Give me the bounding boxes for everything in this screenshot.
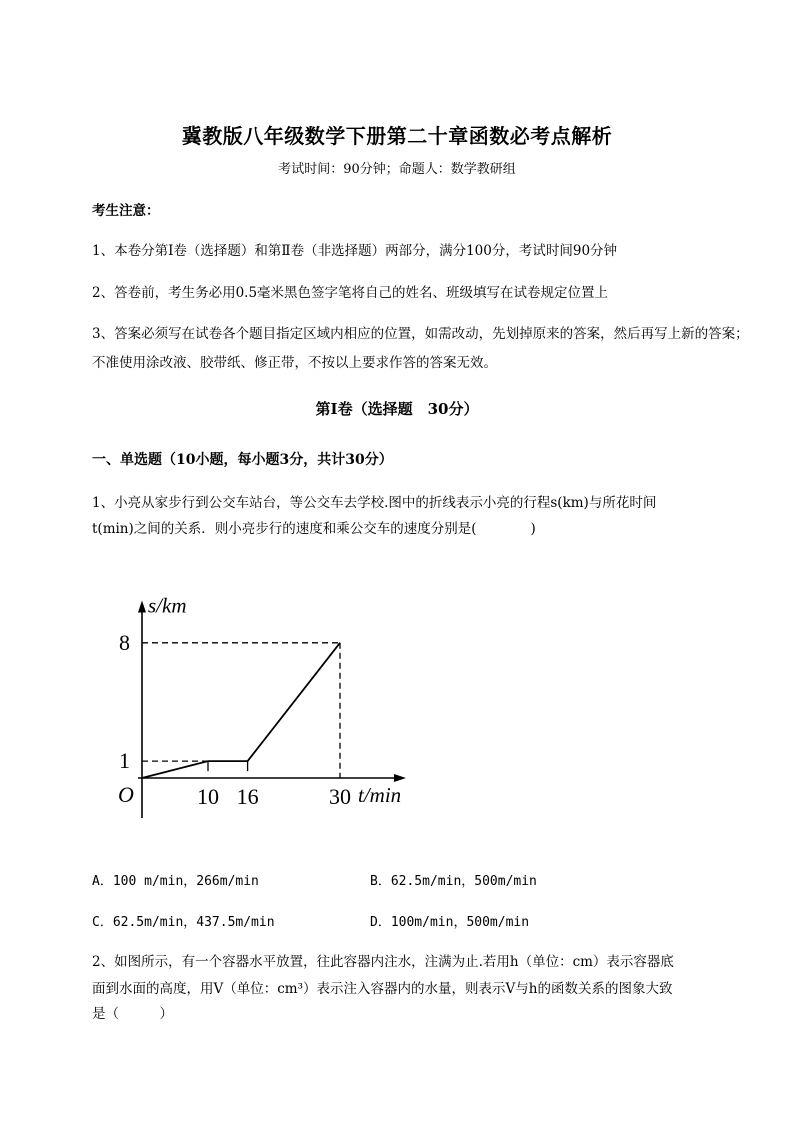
y-tick-label: 8 xyxy=(119,629,130,655)
question-2-line-3: 是（ ） xyxy=(92,1006,173,1022)
x-tick-label: 10 xyxy=(197,784,219,809)
question-2-line-1: 2、如图所示，有一个容器水平放置，往此容器内注水，注满为止.若用h（单位：cm）表示容器底 xyxy=(92,954,674,970)
notice-heading: 考生注意： xyxy=(92,203,160,219)
distance-time-graph xyxy=(110,560,430,830)
notice-item-2: 2、答卷前，考生务必用0.5毫米黑色签字笔将自己的姓名、班级填写在试卷规定位置上 xyxy=(92,285,609,301)
origin-label: O xyxy=(118,782,134,807)
x-axis-arrow xyxy=(394,774,406,782)
notice-item-3: 3、答案必须写在试卷各个题目指定区域内相应的位置，如需改动，先划掉原来的答案，然后再写上新的答案；不准使用涂改液、胶带纸、修正带，不按以上要求作答的答案无效。 xyxy=(92,326,749,371)
page-title: 冀教版八年级数学下册第二十章函数必考点解析 xyxy=(181,124,613,148)
exam-info: 考试时间：90分钟；命题人：数学教研组 xyxy=(278,162,516,177)
y-axis-label: s/km xyxy=(148,593,187,618)
x-axis-label: t/min xyxy=(358,783,402,807)
option-b[interactable]: B．62.5m/min，500m/min xyxy=(370,874,537,889)
question-2-line-2: 面到水面的高度，用V（单位：cm³）表示注入容器内的水量，则表示V与h的函数关系的图象大致 xyxy=(92,981,673,997)
y-tick-label: 1 xyxy=(119,748,130,774)
y-axis-arrow xyxy=(138,601,146,613)
series-line xyxy=(142,643,340,778)
x-tick-label: 16 xyxy=(236,784,259,809)
section-heading: 一、单选题（10小题，每小题3分，共计30分） xyxy=(92,452,393,468)
notice-item-1: 1、本卷分第I卷（选择题）和第Ⅱ卷（非选择题）两部分，满分100分，考试时间90分钟 xyxy=(92,243,618,259)
option-d[interactable]: D．100m/min，500m/min xyxy=(370,915,530,930)
question-1-line-1: 1、小亮从家步行到公交车站台，等公交车去学校.图中的折线表示小亮的行程s(km)与所花时间 xyxy=(92,495,657,511)
x-tick-label: 30 xyxy=(329,784,351,809)
option-a[interactable]: A．100 m/min，266m/min xyxy=(92,874,259,889)
part-title: 第I卷（选择题 30分） xyxy=(315,400,479,418)
question-1-line-2: t(min)之间的关系．则小亮步行的速度和乘公交车的速度分别是( ) xyxy=(92,521,536,537)
option-c[interactable]: C．62.5m/min，437.5m/min xyxy=(92,915,275,930)
